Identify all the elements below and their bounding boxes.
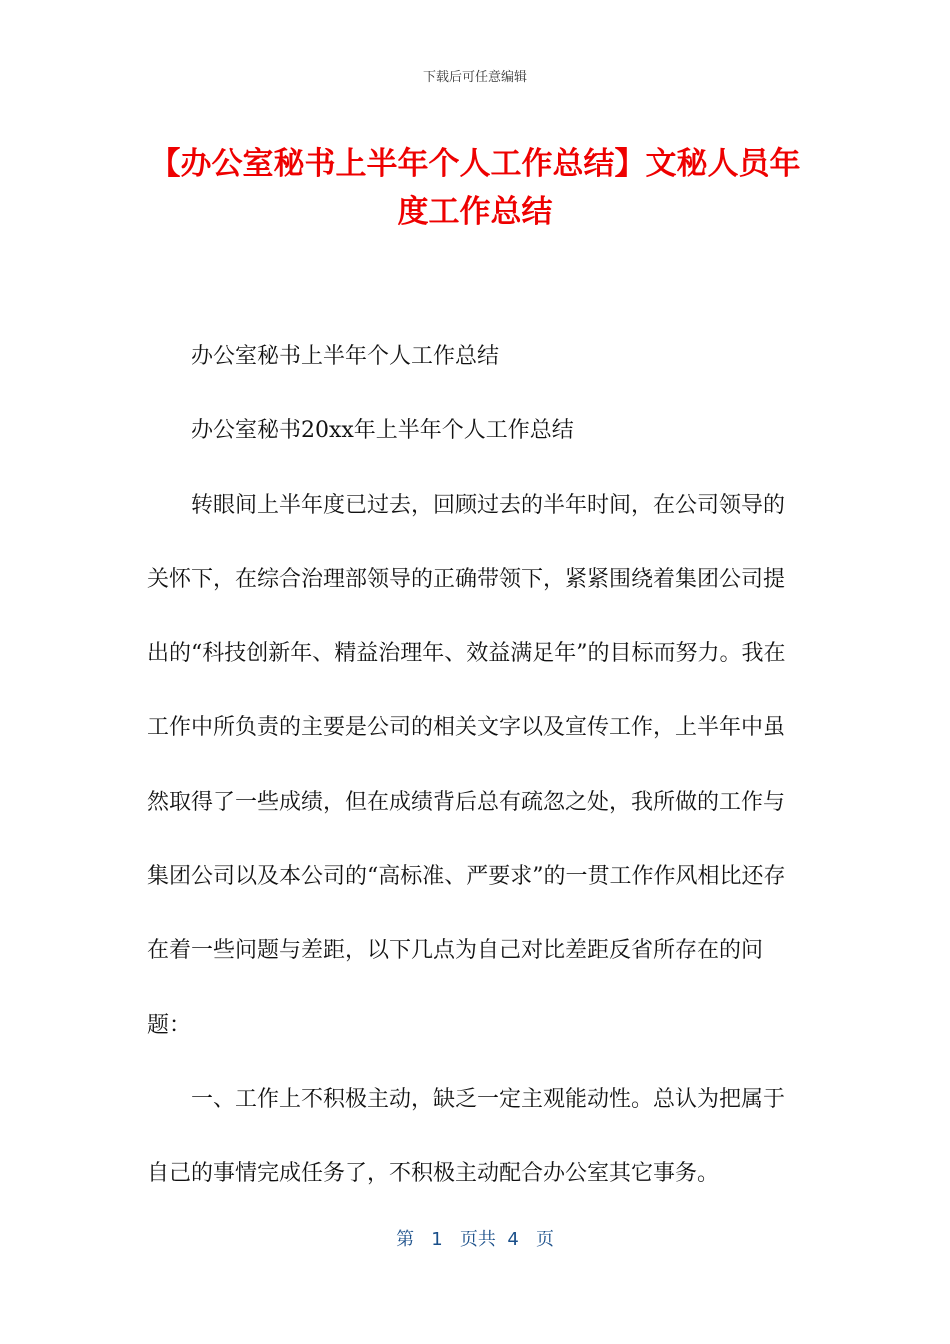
footer-page-number: 1	[431, 1229, 443, 1250]
footer-page-mid: 页共	[459, 1229, 496, 1250]
header-note: 下载后可任意编辑	[422, 70, 527, 85]
paragraph-subtitle: 办公室秘书上半年个人工作总结	[191, 344, 500, 369]
paragraph-point-one: 一、工作上不积极主动，缺乏一定主观能动性。总认为把属于自己的事情完成任务了，不积极主动配合办公室其它事务。	[147, 1086, 786, 1187]
footer-total-pages: 4	[507, 1229, 519, 1250]
document-body	[147, 320, 803, 1212]
page-footer	[0, 1225, 950, 1251]
paragraph-subtitle-year: 办公室秘书20xx年上半年个人工作总结	[191, 418, 574, 444]
footer-page-suffix: 页	[535, 1229, 554, 1250]
footer-page-label: 第	[396, 1229, 415, 1250]
document-title: 【办公室秘书上半年个人工作总结】文秘人员年度工作总结	[149, 146, 801, 230]
paragraph-intro: 转眼间上半年度已过去，回顾过去的半年时间，在公司领导的关怀下，在综合治理部领导的正确带领下，紧紧围绕着集团公司提出的“科技创新年、精益治理年、效益满足年”的目标而努力。我在工作中所负责的主要是公司的相关文字以及宣传工作，上半年中虽然取得了一些成绩，但在成绩背后总有疏忽之处，我所做的工作与集团公司以及本公司的“高标准、严要求”的一贯工作作风相比还存在着一些问题与差距，以下几点为自己对比差距反省所存在的问题：	[147, 492, 786, 1038]
